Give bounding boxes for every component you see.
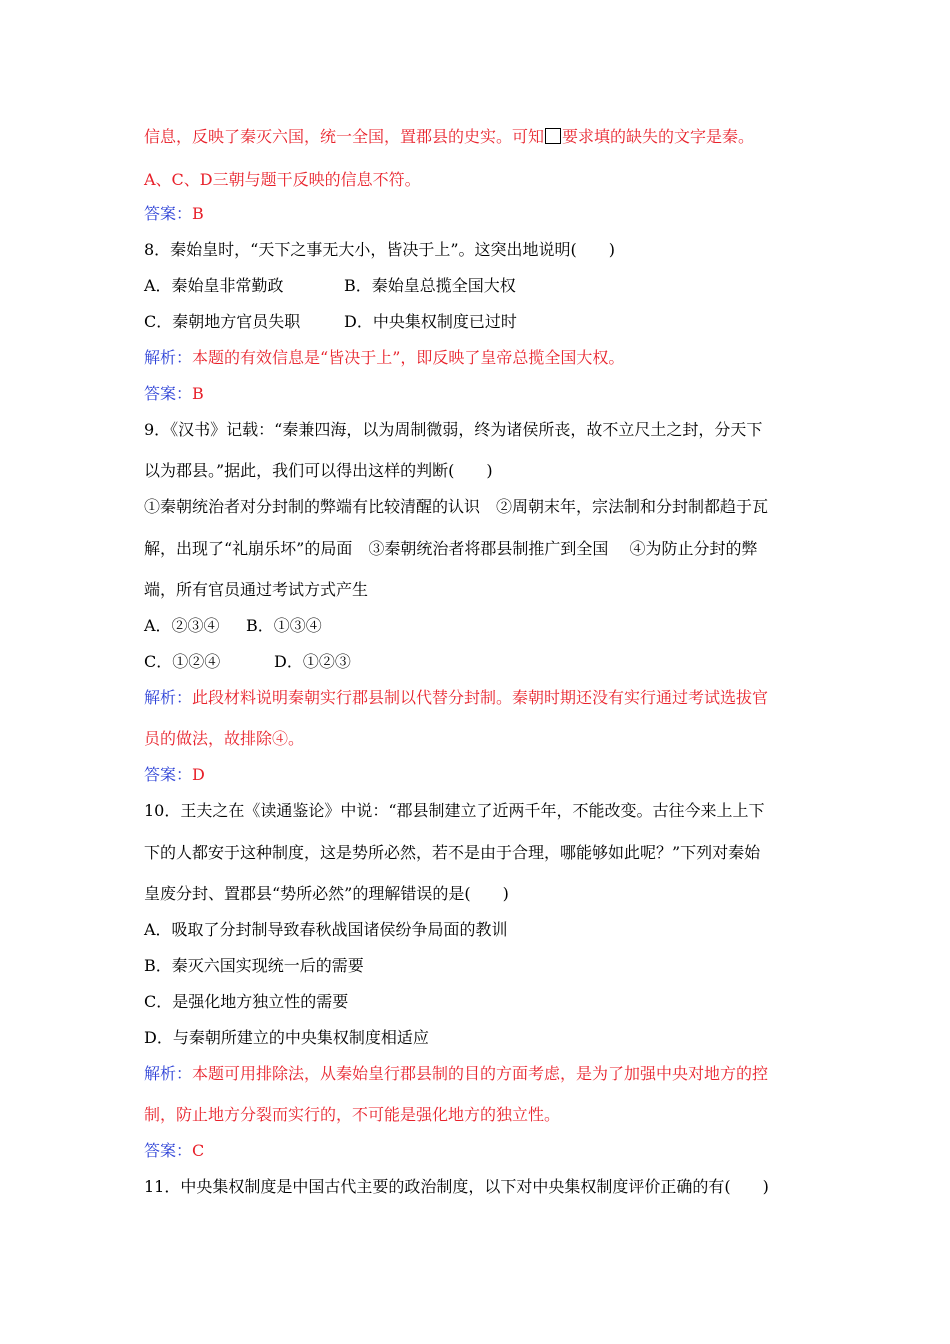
- q9-analysis-line2: 员的做法，故排除④。: [144, 729, 305, 748]
- q10-option-c: C．是强化地方独立性的需要: [144, 992, 349, 1011]
- answer-value: D: [192, 765, 205, 784]
- q10-analysis-line1: [144, 1064, 768, 1084]
- q8-option-a: A．秦始皇非常勤政: [144, 276, 284, 295]
- q10-option-b: B．秦灭六国实现统一后的需要: [144, 956, 364, 975]
- q7-analysis-text-a: 信息，反映了秦灭六国，统一全国，置郡县的史实。可知: [144, 127, 545, 146]
- answer-label: 答案：: [144, 1141, 193, 1160]
- q10-stem-line2: 下的人都安于这种制度，这是势所必然，若不是由于合理，哪能够如此呢？”下列对秦始: [144, 843, 761, 862]
- q9-option-b: B．①③④: [246, 616, 322, 635]
- analysis-label: 解析：: [144, 348, 193, 367]
- q10-answer: [144, 1141, 204, 1161]
- q9-stem-line2: 以为郡县。”据此，我们可以得出这样的判断( ): [144, 461, 493, 480]
- q8-options-row1: [144, 276, 516, 296]
- blank-box: [545, 128, 561, 144]
- q8-option-d: D．中央集权制度已过时: [344, 312, 517, 331]
- q8-option-c: C．秦朝地方官员失职: [144, 312, 301, 331]
- q9-analysis-line1: [144, 688, 768, 708]
- analysis-text: 本题的有效信息是“皆决于上”，即反映了皇帝总揽全国大权。: [192, 348, 625, 367]
- q8-analysis: [144, 348, 624, 368]
- answer-value: B: [192, 204, 204, 223]
- answer-label: 答案：: [144, 204, 193, 223]
- analysis-text: 此段材料说明秦朝实行郡县制以代替分封制。秦朝时期还没有实行通过考试选拔官: [192, 688, 769, 707]
- q7-analysis-text-b: 要求填的缺失的文字是秦。: [562, 127, 755, 146]
- q7-answer: [144, 204, 204, 224]
- q8-stem: 8．秦始皇时，“天下之事无大小，皆决于上”。这突出地说明( ): [144, 240, 616, 259]
- q9-items-line1: ①秦朝统治者对分封制的弊端有比较清醒的认识 ②周朝末年，宗法制和分封制都趋于瓦: [144, 497, 769, 516]
- q11-stem: 11．中央集权制度是中国古代主要的政治制度，以下对中央集权制度评价正确的有( ): [144, 1177, 769, 1196]
- q9-stem-line1: 9．《汉书》记载：“秦兼四海，以为周制微弱，终为诸侯所丧，故不立尺土之封，分天下: [144, 420, 763, 439]
- analysis-label: 解析：: [144, 1064, 193, 1083]
- q7-analysis-line2: A、C、D三朝与题干反映的信息不符。: [144, 170, 421, 189]
- q8-answer: [144, 384, 204, 404]
- q9-items-line3: 端，所有官员通过考试方式产生: [144, 580, 369, 599]
- q9-option-d: D．①②③: [274, 652, 351, 671]
- q8-option-b: B．秦始皇总揽全国大权: [344, 276, 516, 295]
- answer-label: 答案：: [144, 384, 193, 403]
- q9-options-row1: [144, 616, 322, 636]
- q10-analysis-line2: 制，防止地方分裂而实行的，不可能是强化地方的独立性。: [144, 1105, 561, 1124]
- answer-value: C: [192, 1141, 205, 1160]
- q10-option-a: A．吸取了分封制导致春秋战国诸侯纷争局面的教训: [144, 920, 508, 939]
- q10-stem-line1: 10．王夫之在《读通鉴论》中说：“郡县制建立了近两千年，不能改变。古往今来上上下: [144, 801, 765, 820]
- q9-items-line2: 解，出现了“礼崩乐坏”的局面 ③秦朝统治者将郡县制推广到全国 ④为防止分封的弊: [144, 539, 758, 558]
- q10-option-d: D．与秦朝所建立的中央集权制度相适应: [144, 1028, 429, 1047]
- q9-options-row2: [144, 652, 351, 672]
- q8-options-row2: [144, 312, 517, 332]
- analysis-text: 本题可用排除法，从秦始皇行郡县制的目的方面考虑，是为了加强中央对地方的控: [192, 1064, 769, 1083]
- answer-label: 答案：: [144, 765, 193, 784]
- analysis-label: 解析：: [144, 688, 193, 707]
- q7-analysis-line1: [144, 127, 754, 147]
- q9-option-a: A．②③④: [144, 616, 220, 635]
- answer-value: B: [192, 384, 204, 403]
- q10-stem-line3: 皇废分封、置郡县“势所必然”的理解错误的是( ): [144, 884, 509, 903]
- q9-option-c: C．①②④: [144, 652, 221, 671]
- q9-answer: [144, 765, 205, 785]
